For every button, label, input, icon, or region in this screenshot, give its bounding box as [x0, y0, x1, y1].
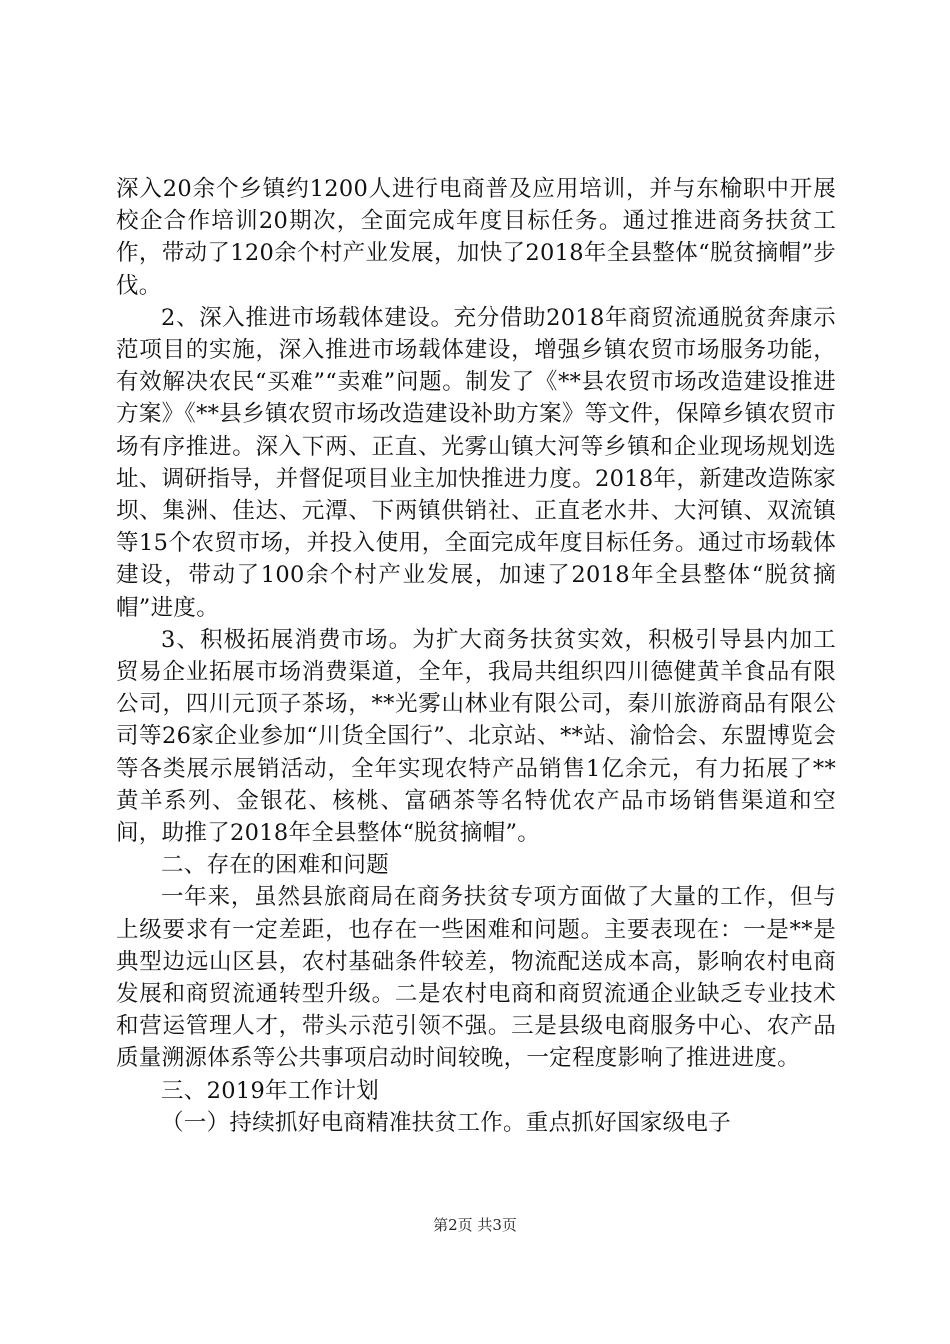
document-body	[116, 173, 836, 1139]
paragraph-plan-ecommerce: （一）持续抓好电商精准扶贫工作。重点抓好国家级电子	[161, 1109, 732, 1136]
paragraph-continued: 深入20余个乡镇约1200人进行电商普及应用培训，并与东榆职中开展校企合作培训20期次，全面完成年度目标任务。通过推进商务扶贫工作，带动了120余个村产业发展，加快了2018年全县整体“脱贫摘帽”步伐。	[116, 176, 836, 299]
section-heading-plan: 三、2019年工作计划	[161, 1077, 380, 1104]
paragraph-consumer-market: 3、积极拓展消费市场。为扩大商务扶贫实效，积极引导县内加工贸易企业拓展市场消费渠道，全年，我局共组织四川德健黄羊食品有限公司，四川元顶子茶场，**光雾山林业有限公司，秦川旅游商品有限公司等26家企业参加“川货全国行”、北京站、**站、渝恰会、东盟博览会等各类展示展销活动，全年实现农特产品销售1亿余元，有力拓展了**黄羊系列、金银花、核桃、富硒茶等名特优农产品市场销售渠道和空间，助推了2018年全县整体“脱贫摘帽”。	[116, 626, 836, 847]
paragraph-problems: 一年来，虽然县旅商局在商务扶贫专项方面做了大量的工作，但与上级要求有一定差距，也存在一些困难和问题。主要表现在：一是**是典型边远山区县，农村基础条件较差，物流配送成本高，影响农村电商发展和商贸流通转型升级。二是农村电商和商贸流通企业缺乏专业技术和营运管理人才，带头示范引领不强。三是县级电商服务中心、农产品质量溯源体系等公共事项启动时间较晚，一定程度影响了推进进度。	[116, 884, 836, 1072]
page-footer: 第2页 共3页	[433, 1216, 517, 1234]
paragraph-market-construction: 2、深入推进市场载体建设。充分借助2018年商贸流通脱贫奔康示范项目的实施，深入推进市场载体建设，增强乡镇农贸市场服务功能，有效解决农民“买难”“卖难”问题。制发了《**县农贸市场改造建设推进方案》《**县乡镇农贸市场改造建设补助方案》等文件，保障乡镇农贸市场有序推进。深入下两、正直、光雾山镇大河等乡镇和企业现场规划选址、调研指导，并督促项目业主加快推进力度。2018年，新建改造陈家坝、集洲、佳达、元潭、下两镇供销社、正直老水井、大河镇、双流镇等15个农贸市场，并投入使用，全面完成年度目标任务。通过市场载体建设，带动了100余个村产业发展，加速了2018年全县整体“脱贫摘帽”进度。	[116, 304, 836, 621]
section-heading-problems: 二、存在的困难和问题	[161, 852, 390, 879]
